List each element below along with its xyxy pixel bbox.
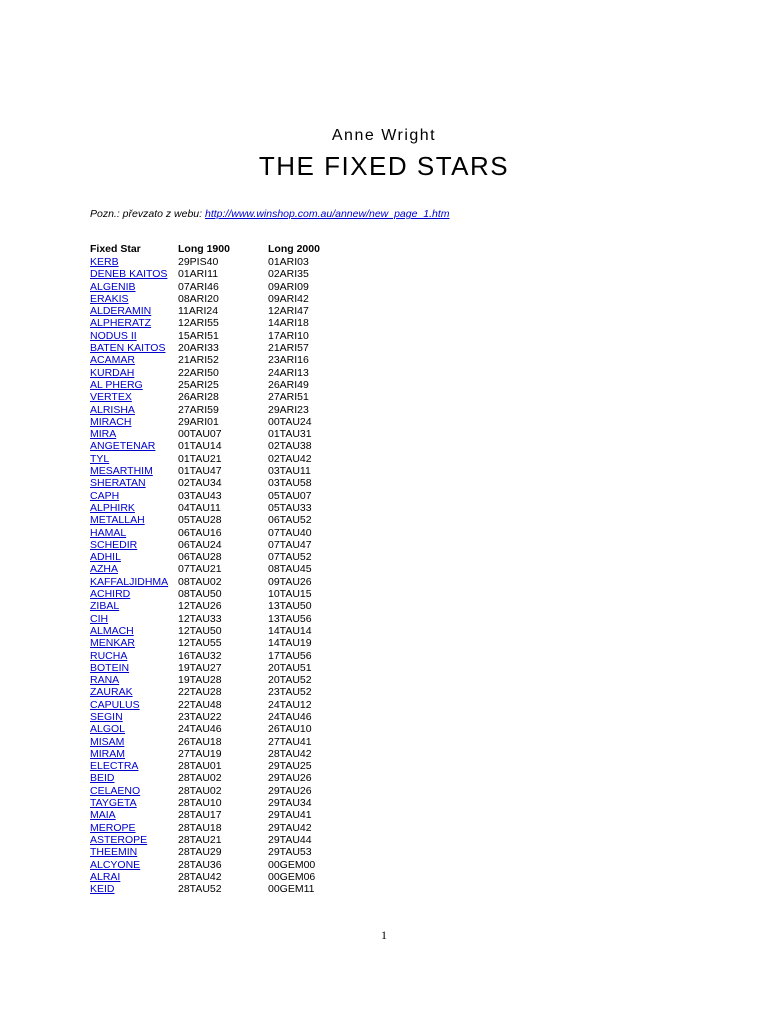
star-name-link[interactable]: SCHEDIR xyxy=(90,538,138,551)
long-2000-cell: 27TAU41 xyxy=(268,735,312,748)
long-2000-cell: 00GEM06 xyxy=(268,870,316,883)
long-1900-cell: 19TAU28 xyxy=(178,674,222,687)
table-row xyxy=(88,760,338,772)
star-name-cell xyxy=(88,379,176,391)
star-name-link[interactable]: KEID xyxy=(90,883,115,896)
long-2000-cell: 20TAU52 xyxy=(268,674,312,687)
long-1900-cell: 22TAU28 xyxy=(178,686,222,699)
table-row xyxy=(88,871,338,883)
star-name-cell xyxy=(88,699,176,711)
star-name-link[interactable]: RANA xyxy=(90,674,120,687)
long-1900-cell: 07ARI46 xyxy=(178,280,219,293)
star-name-cell xyxy=(88,367,176,379)
table-header-row xyxy=(88,243,338,256)
long-1900-cell: 23TAU22 xyxy=(178,710,222,723)
long-1900-cell: 12TAU33 xyxy=(178,612,222,625)
long-2000-cell: 24TAU46 xyxy=(268,710,312,723)
long-2000-cell: 00TAU24 xyxy=(268,415,312,428)
long-2000-cell: 24ARI13 xyxy=(268,366,309,379)
star-name-cell xyxy=(88,293,176,305)
long-1900-cell: 06TAU28 xyxy=(178,551,222,564)
star-name-link[interactable]: ACHIRD xyxy=(90,588,131,601)
star-name-link[interactable]: MIRACH xyxy=(90,415,132,428)
star-name-link[interactable]: ALRISHA xyxy=(90,403,135,416)
table-row xyxy=(88,809,338,821)
star-name-link[interactable]: ALMACH xyxy=(90,624,134,637)
long-2000-cell: 26TAU10 xyxy=(268,723,312,736)
table-row xyxy=(88,699,338,711)
long-2000-cell: 08TAU45 xyxy=(268,563,312,576)
star-name-cell xyxy=(88,637,176,649)
long-1900-cell: 20ARI33 xyxy=(178,342,219,355)
star-name-link[interactable]: MESARTHIM xyxy=(90,465,153,478)
long-2000-cell: 29TAU53 xyxy=(268,846,312,859)
long-2000-cell: 09TAU26 xyxy=(268,575,312,588)
star-name-link[interactable]: ASTEROPE xyxy=(90,833,148,846)
star-name-cell xyxy=(88,662,176,674)
star-name-cell xyxy=(88,551,176,563)
long-1900-cell: 22TAU48 xyxy=(178,698,222,711)
long-1900-cell: 08ARI20 xyxy=(178,292,219,305)
table-row xyxy=(88,772,338,784)
star-name-cell xyxy=(88,785,176,797)
star-name-link[interactable]: HAMAL xyxy=(90,526,127,539)
star-name-link[interactable]: MISAM xyxy=(90,735,125,748)
long-2000-cell: 24TAU12 xyxy=(268,698,312,711)
table-row xyxy=(88,834,338,846)
long-1900-cell: 28TAU18 xyxy=(178,821,222,834)
long-2000-cell: 05TAU07 xyxy=(268,489,312,502)
long-1900-cell: 00TAU07 xyxy=(178,428,222,441)
long-1900-cell: 28TAU02 xyxy=(178,772,222,785)
long-2000-cell: 21ARI57 xyxy=(268,342,309,355)
star-name-link[interactable]: ZAURAK xyxy=(90,686,133,699)
long-1900-cell: 28TAU17 xyxy=(178,809,222,822)
star-name-cell xyxy=(88,330,176,342)
long-2000-cell: 29TAU44 xyxy=(268,833,312,846)
star-name-cell xyxy=(88,391,176,403)
long-1900-cell: 29ARI01 xyxy=(178,415,219,428)
table-row xyxy=(88,674,338,686)
star-name-cell xyxy=(88,650,176,662)
page-number: 1 xyxy=(381,928,387,942)
star-name-link[interactable]: MAIA xyxy=(90,809,116,822)
star-name-cell xyxy=(88,736,176,748)
table-row xyxy=(88,404,338,416)
star-name-link[interactable]: ALGOL xyxy=(90,723,126,736)
star-name-link[interactable]: TYL xyxy=(90,452,110,465)
table-row xyxy=(88,662,338,674)
star-name-cell xyxy=(88,600,176,612)
star-name-link[interactable]: ELECTRA xyxy=(90,760,139,773)
long-1900-cell: 02TAU34 xyxy=(178,477,222,490)
table-row xyxy=(88,293,338,305)
table-row xyxy=(88,305,338,317)
star-name-link[interactable]: ALGENIB xyxy=(90,280,136,293)
long-1900-cell: 26TAU18 xyxy=(178,735,222,748)
long-2000-cell: 07TAU52 xyxy=(268,551,312,564)
table-row xyxy=(88,563,338,575)
table-row xyxy=(88,600,338,612)
star-name-cell xyxy=(88,576,176,588)
table-row xyxy=(88,859,338,871)
star-name-cell xyxy=(88,871,176,883)
long-2000-cell: 20TAU51 xyxy=(268,661,312,674)
long-1900-cell: 28TAU02 xyxy=(178,784,222,797)
table-row xyxy=(88,490,338,502)
star-name-link[interactable]: SHERATAN xyxy=(90,477,146,490)
long-1900-cell: 22ARI50 xyxy=(178,366,219,379)
star-name-link[interactable]: AZHA xyxy=(90,563,119,576)
long-1900-cell: 29PIS40 xyxy=(178,256,219,268)
star-name-cell xyxy=(88,440,176,452)
star-name-cell xyxy=(88,846,176,858)
long-1900-cell: 12TAU50 xyxy=(178,624,222,637)
star-name-cell xyxy=(88,859,176,871)
table-row xyxy=(88,477,338,489)
column-header-long-2000: Long 2000 xyxy=(268,243,320,256)
table-row xyxy=(88,711,338,723)
long-1900-cell: 21ARI52 xyxy=(178,354,219,367)
table-row xyxy=(88,539,338,551)
star-name-cell xyxy=(88,748,176,760)
table-row xyxy=(88,551,338,563)
long-1900-cell: 01ARI11 xyxy=(178,268,219,281)
long-2000-cell: 29TAU26 xyxy=(268,772,312,785)
table-row xyxy=(88,391,338,403)
long-2000-cell: 06TAU52 xyxy=(268,514,312,527)
long-1900-cell: 19TAU27 xyxy=(178,661,222,674)
document-title: THE FIXED STARS xyxy=(258,151,510,181)
long-1900-cell: 12TAU26 xyxy=(178,600,222,613)
long-1900-cell: 07TAU21 xyxy=(178,563,222,576)
long-2000-cell: 07TAU47 xyxy=(268,538,312,551)
star-name-link[interactable]: KURDAH xyxy=(90,366,135,379)
long-1900-cell: 28TAU52 xyxy=(178,883,222,896)
long-2000-cell: 07TAU40 xyxy=(268,526,312,539)
long-2000-cell: 27ARI51 xyxy=(268,391,309,404)
star-name-cell xyxy=(88,674,176,686)
star-name-cell xyxy=(88,502,176,514)
star-name-cell xyxy=(88,834,176,846)
star-name-cell xyxy=(88,317,176,329)
table-row xyxy=(88,637,338,649)
star-name-link[interactable]: SEGIN xyxy=(90,710,123,723)
table-body xyxy=(88,256,338,895)
table-row xyxy=(88,527,338,539)
star-name-link[interactable]: CELAENO xyxy=(90,784,141,797)
star-name-cell xyxy=(88,760,176,772)
star-name-cell xyxy=(88,625,176,637)
long-1900-cell: 12TAU55 xyxy=(178,637,222,650)
table-row xyxy=(88,440,338,452)
star-name-link[interactable]: METALLAH xyxy=(90,514,145,527)
long-2000-cell: 29TAU42 xyxy=(268,821,312,834)
star-name-cell xyxy=(88,563,176,575)
star-name-link[interactable]: BEID xyxy=(90,772,115,785)
long-2000-cell: 09ARI09 xyxy=(268,280,309,293)
long-1900-cell: 28TAU36 xyxy=(178,858,222,871)
table-row xyxy=(88,514,338,526)
long-2000-cell: 00GEM11 xyxy=(268,883,315,896)
star-name-link[interactable]: ALPHIRK xyxy=(90,501,135,514)
long-1900-cell: 05TAU28 xyxy=(178,514,222,527)
table-row xyxy=(88,797,338,809)
table-row xyxy=(88,465,338,477)
long-2000-cell: 29ARI23 xyxy=(268,403,309,416)
long-1900-cell: 15ARI51 xyxy=(178,329,219,342)
long-2000-cell: 13TAU56 xyxy=(268,612,312,625)
long-2000-cell: 13TAU50 xyxy=(268,600,312,613)
star-name-cell xyxy=(88,613,176,625)
star-name-link[interactable]: CAPULUS xyxy=(90,698,140,711)
long-1900-cell: 26ARI28 xyxy=(178,391,219,404)
long-2000-cell: 14TAU14 xyxy=(268,624,312,637)
table-row xyxy=(88,342,338,354)
star-name-link[interactable]: TAYGETA xyxy=(90,797,137,810)
long-1900-cell: 28TAU21 xyxy=(178,833,222,846)
long-2000-cell: 28TAU42 xyxy=(268,747,312,760)
table-row xyxy=(88,748,338,760)
table-row xyxy=(88,576,338,588)
long-2000-cell: 02TAU42 xyxy=(268,452,312,465)
column-header-long-1900: Long 1900 xyxy=(178,243,230,256)
long-2000-cell: 29TAU34 xyxy=(268,797,312,810)
star-name-cell xyxy=(88,711,176,723)
long-1900-cell: 27ARI59 xyxy=(178,403,219,416)
long-2000-cell: 01ARI03 xyxy=(268,256,309,268)
long-2000-cell: 00GEM00 xyxy=(268,858,316,871)
star-name-cell xyxy=(88,588,176,600)
long-2000-cell: 14ARI18 xyxy=(268,317,309,330)
table-row xyxy=(88,613,338,625)
star-name-link[interactable]: ZIBAL xyxy=(90,600,120,613)
long-1900-cell: 01TAU47 xyxy=(178,465,222,478)
star-name-link[interactable]: ANGETENAR xyxy=(90,440,156,453)
long-2000-cell: 12ARI47 xyxy=(268,305,309,318)
star-name-link[interactable]: THEEMIN xyxy=(90,846,138,859)
star-name-link[interactable]: CAPH xyxy=(90,489,120,502)
long-1900-cell: 06TAU24 xyxy=(178,538,222,551)
star-name-link[interactable]: MIRAM xyxy=(90,747,125,760)
star-name-cell xyxy=(88,797,176,809)
star-name-link[interactable]: BATEN KAITOS xyxy=(90,342,166,355)
star-name-cell xyxy=(88,490,176,502)
star-name-link[interactable]: ADHIL xyxy=(90,551,121,564)
long-2000-cell: 29TAU41 xyxy=(268,809,312,822)
star-name-cell xyxy=(88,354,176,366)
star-name-cell xyxy=(88,256,176,268)
table-row xyxy=(88,686,338,698)
star-name-link[interactable]: VERTEX xyxy=(90,391,132,404)
table-row xyxy=(88,281,338,293)
star-name-link[interactable]: ALRAI xyxy=(90,870,121,883)
fixed-stars-table xyxy=(88,243,338,895)
table-row xyxy=(88,367,338,379)
star-name-link[interactable]: BOTEIN xyxy=(90,661,130,674)
long-1900-cell: 01TAU21 xyxy=(178,452,222,465)
star-name-cell xyxy=(88,772,176,784)
star-name-cell xyxy=(88,428,176,440)
star-name-cell xyxy=(88,539,176,551)
long-2000-cell: 09ARI42 xyxy=(268,292,309,305)
table-row xyxy=(88,317,338,329)
table-row xyxy=(88,822,338,834)
star-name-cell xyxy=(88,416,176,428)
star-name-cell xyxy=(88,883,176,895)
author-name: Anne Wright xyxy=(331,127,437,144)
long-1900-cell: 28TAU10 xyxy=(178,797,222,810)
star-name-link[interactable]: MENKAR xyxy=(90,637,135,650)
long-1900-cell: 08TAU50 xyxy=(178,588,222,601)
long-2000-cell: 03TAU58 xyxy=(268,477,312,490)
long-2000-cell: 17TAU56 xyxy=(268,649,312,662)
long-2000-cell: 05TAU33 xyxy=(268,501,312,514)
long-2000-cell: 03TAU11 xyxy=(268,465,311,478)
long-2000-cell: 29TAU25 xyxy=(268,760,312,773)
star-name-link[interactable]: ALPHERATZ xyxy=(90,317,152,330)
table-row xyxy=(88,428,338,440)
star-name-cell xyxy=(88,404,176,416)
star-name-link[interactable]: RUCHA xyxy=(90,649,128,662)
long-2000-cell: 02TAU38 xyxy=(268,440,312,453)
star-name-link[interactable]: MIRA xyxy=(90,428,117,441)
star-name-cell xyxy=(88,465,176,477)
star-name-link[interactable]: KERB xyxy=(90,256,119,268)
table-row xyxy=(88,379,338,391)
table-row xyxy=(88,416,338,428)
star-name-cell xyxy=(88,477,176,489)
star-name-cell xyxy=(88,686,176,698)
table-row xyxy=(88,846,338,858)
table-row xyxy=(88,330,338,342)
long-2000-cell: 10TAU15 xyxy=(268,588,312,601)
long-1900-cell: 12ARI55 xyxy=(178,317,219,330)
long-2000-cell: 14TAU19 xyxy=(268,637,312,650)
star-name-cell xyxy=(88,342,176,354)
source-note-label: Pozn.: převzato z webu: xyxy=(90,208,205,220)
long-1900-cell: 28TAU01 xyxy=(178,760,222,773)
long-2000-cell: 02ARI35 xyxy=(268,268,309,281)
star-name-cell xyxy=(88,281,176,293)
long-1900-cell: 24TAU46 xyxy=(178,723,222,736)
star-name-link[interactable]: NODUS II xyxy=(90,329,137,342)
long-1900-cell: 25ARI25 xyxy=(178,378,219,391)
star-name-link[interactable]: CIH xyxy=(90,612,109,625)
star-name-link[interactable]: AL PHERG xyxy=(90,378,143,391)
long-1900-cell: 27TAU19 xyxy=(178,747,222,760)
table-row xyxy=(88,625,338,637)
table-row xyxy=(88,785,338,797)
star-name-link[interactable]: KAFFALJIDHMA xyxy=(90,575,169,588)
column-header-fixed-star: Fixed Star xyxy=(90,243,141,256)
star-name-cell xyxy=(88,723,176,735)
long-1900-cell: 04TAU11 xyxy=(178,501,221,514)
star-name-cell xyxy=(88,809,176,821)
long-2000-cell: 29TAU26 xyxy=(268,784,312,797)
star-name-cell xyxy=(88,527,176,539)
long-2000-cell: 26ARI49 xyxy=(268,378,309,391)
star-name-link[interactable]: MEROPE xyxy=(90,821,136,834)
table-row xyxy=(88,736,338,748)
long-2000-cell: 23TAU52 xyxy=(268,686,312,699)
source-link[interactable]: http://www.winshop.com.au/annew/new_page_1.htm xyxy=(204,208,450,220)
table-row xyxy=(88,502,338,514)
long-2000-cell: 23ARI16 xyxy=(268,354,309,367)
star-name-cell xyxy=(88,453,176,465)
long-1900-cell: 01TAU14 xyxy=(178,440,222,453)
star-name-link[interactable]: ACAMAR xyxy=(90,354,135,367)
long-2000-cell: 17ARI10 xyxy=(268,329,309,342)
long-1900-cell: 06TAU16 xyxy=(178,526,222,539)
table-row xyxy=(88,354,338,366)
table-row xyxy=(88,883,338,895)
star-name-link[interactable]: ALCYONE xyxy=(90,858,141,871)
table-row xyxy=(88,268,338,280)
table-row xyxy=(88,723,338,735)
long-2000-cell: 01TAU31 xyxy=(268,428,312,441)
source-note xyxy=(90,208,450,220)
long-1900-cell: 03TAU43 xyxy=(178,489,222,502)
long-1900-cell: 16TAU32 xyxy=(178,649,222,662)
star-name-link[interactable]: ERAKIS xyxy=(90,292,129,305)
long-1900-cell: 28TAU29 xyxy=(178,846,222,859)
table-row xyxy=(88,650,338,662)
table-row xyxy=(88,256,338,268)
star-name-cell xyxy=(88,514,176,526)
long-1900-cell: 28TAU42 xyxy=(178,870,222,883)
star-name-cell xyxy=(88,305,176,317)
long-1900-cell: 11ARI24 xyxy=(178,305,219,318)
table-row xyxy=(88,453,338,465)
star-name-link[interactable]: DENEB KAITOS xyxy=(90,268,168,281)
table-row xyxy=(88,588,338,600)
star-name-link[interactable]: ALDERAMIN xyxy=(90,305,152,318)
long-1900-cell: 08TAU02 xyxy=(178,575,222,588)
star-name-cell xyxy=(88,822,176,834)
star-name-cell xyxy=(88,268,176,280)
